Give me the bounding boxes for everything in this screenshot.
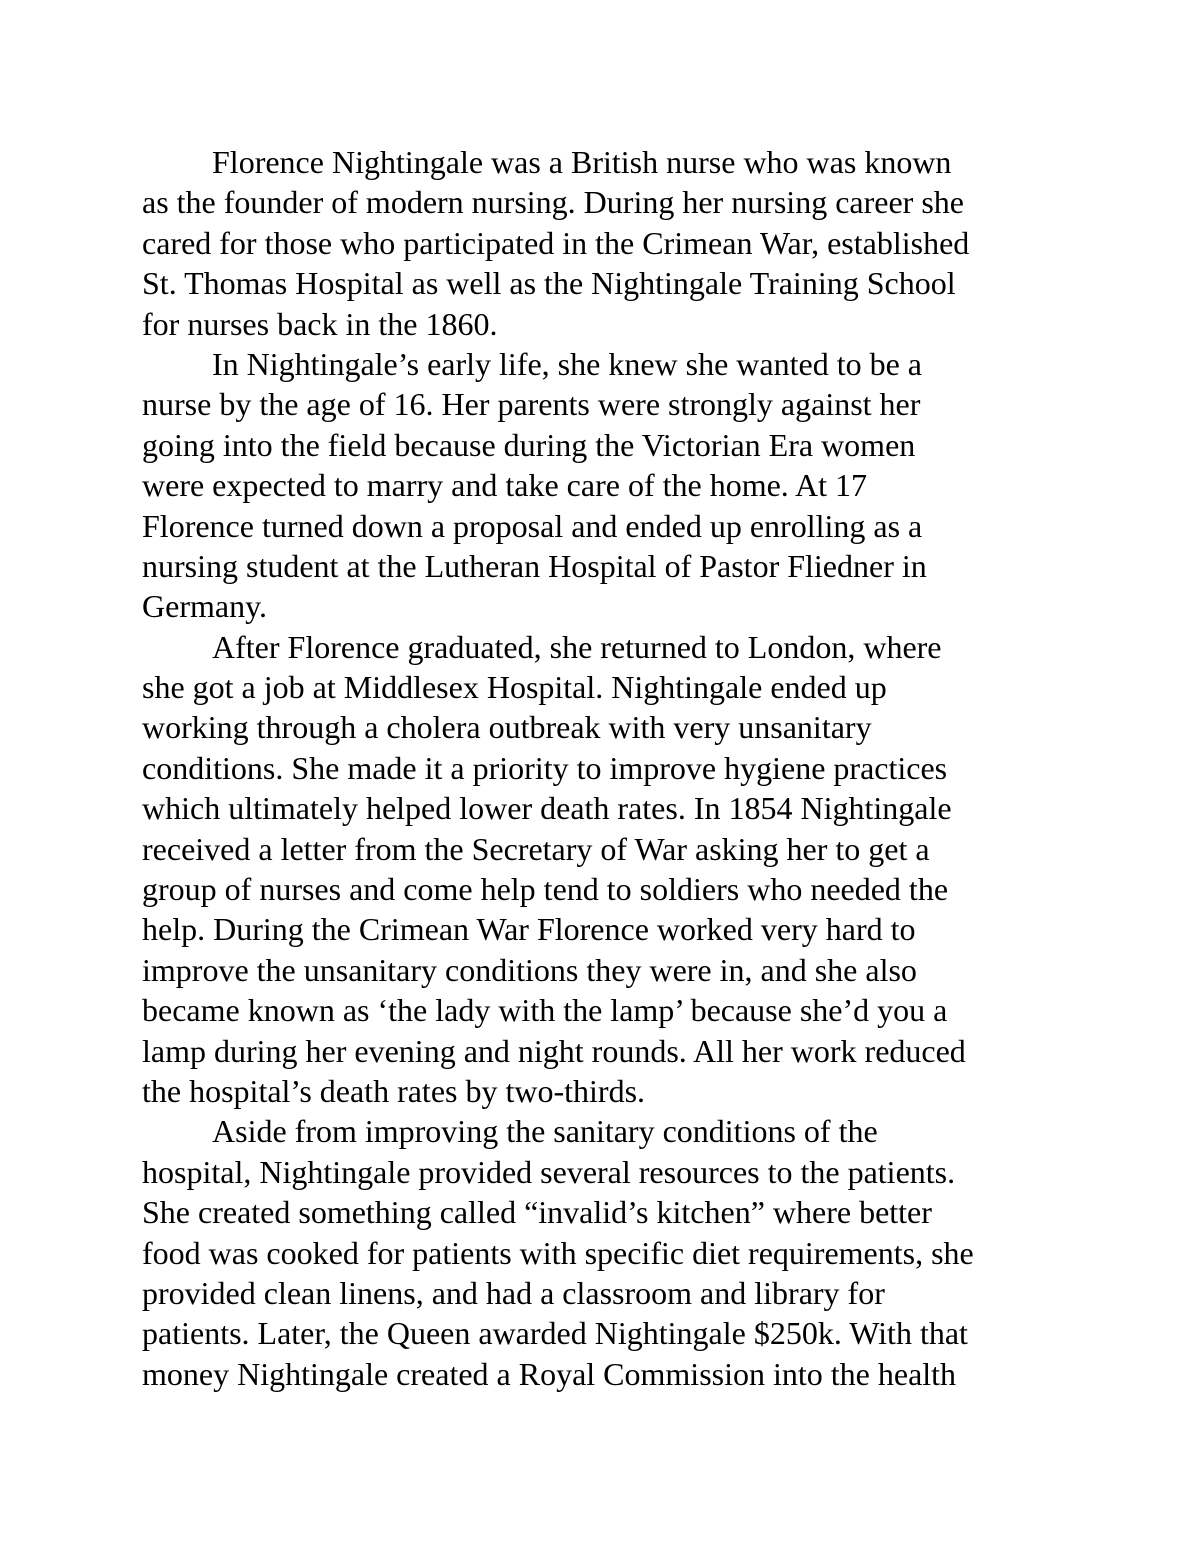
paragraph-1 (142, 142, 1062, 344)
text-line: hospital, Nightingale provided several resources to the patients. (142, 1153, 956, 1190)
document-body (142, 142, 1062, 1394)
text-line: group of nurses and come help tend to soldiers who needed the (142, 871, 949, 908)
paragraph-2 (142, 344, 1062, 627)
text-line: Florence turned down a proposal and ended up enrolling as a (142, 507, 923, 544)
text-line: Germany. (142, 588, 267, 625)
text-line: lamp during her evening and night rounds. All her work reduced (142, 1032, 966, 1069)
text-line: food was cooked for patients with specific diet requirements, she (142, 1234, 974, 1271)
text-line: cared for those who participated in the Crimean War, established (142, 224, 970, 261)
text-line: After Florence graduated, she returned to London, where (212, 628, 942, 665)
text-line: improve the unsanitary conditions they were in, and she also (142, 951, 917, 988)
text-line: help. During the Crimean War Florence worked very hard to (142, 911, 916, 948)
text-line: St. Thomas Hospital as well as the Nightingale Training School (142, 265, 956, 302)
text-line: the hospital’s death rates by two-thirds. (142, 1072, 646, 1109)
text-line: She created something called “invalid’s kitchen” where better (142, 1194, 932, 1231)
text-line: Florence Nightingale was a British nurse who was known (212, 144, 952, 180)
text-line: money Nightingale created a Royal Commission into the health (142, 1355, 957, 1392)
text-line: received a letter from the Secretary of War asking her to get a (142, 830, 930, 867)
text-line: provided clean linens, and had a classroom and library for (142, 1274, 885, 1311)
paragraph-3 (142, 627, 1062, 1112)
text-line: going into the field because during the Victorian Era women (142, 426, 916, 463)
text-line: nursing student at the Lutheran Hospital of Pastor Fliedner in (142, 547, 927, 584)
text-line: In Nightingale’s early life, she knew she wanted to be a (212, 345, 922, 382)
text-line: became known as ‘the lady with the lamp’ because she’d you a (142, 992, 948, 1029)
text-line: which ultimately helped lower death rates. In 1854 Nightingale (142, 790, 952, 827)
text-line: working through a cholera outbreak with very unsanitary (142, 709, 872, 746)
text-line: nurse by the age of 16. Her parents were strongly against her (142, 386, 921, 423)
text-line: as the founder of modern nursing. During her nursing career she (142, 184, 964, 221)
text-line: were expected to marry and take care of the home. At 17 (142, 467, 868, 504)
text-line: patients. Later, the Queen awarded Nightingale $250k. With that (142, 1315, 968, 1352)
text-line: Aside from improving the sanitary conditions of the (212, 1113, 878, 1150)
text-line: she got a job at Middlesex Hospital. Nightingale ended up (142, 669, 887, 706)
paragraph-4 (142, 1111, 1062, 1394)
text-line: conditions. She made it a priority to improve hygiene practices (142, 749, 948, 786)
text-line: for nurses back in the 1860. (142, 305, 498, 342)
